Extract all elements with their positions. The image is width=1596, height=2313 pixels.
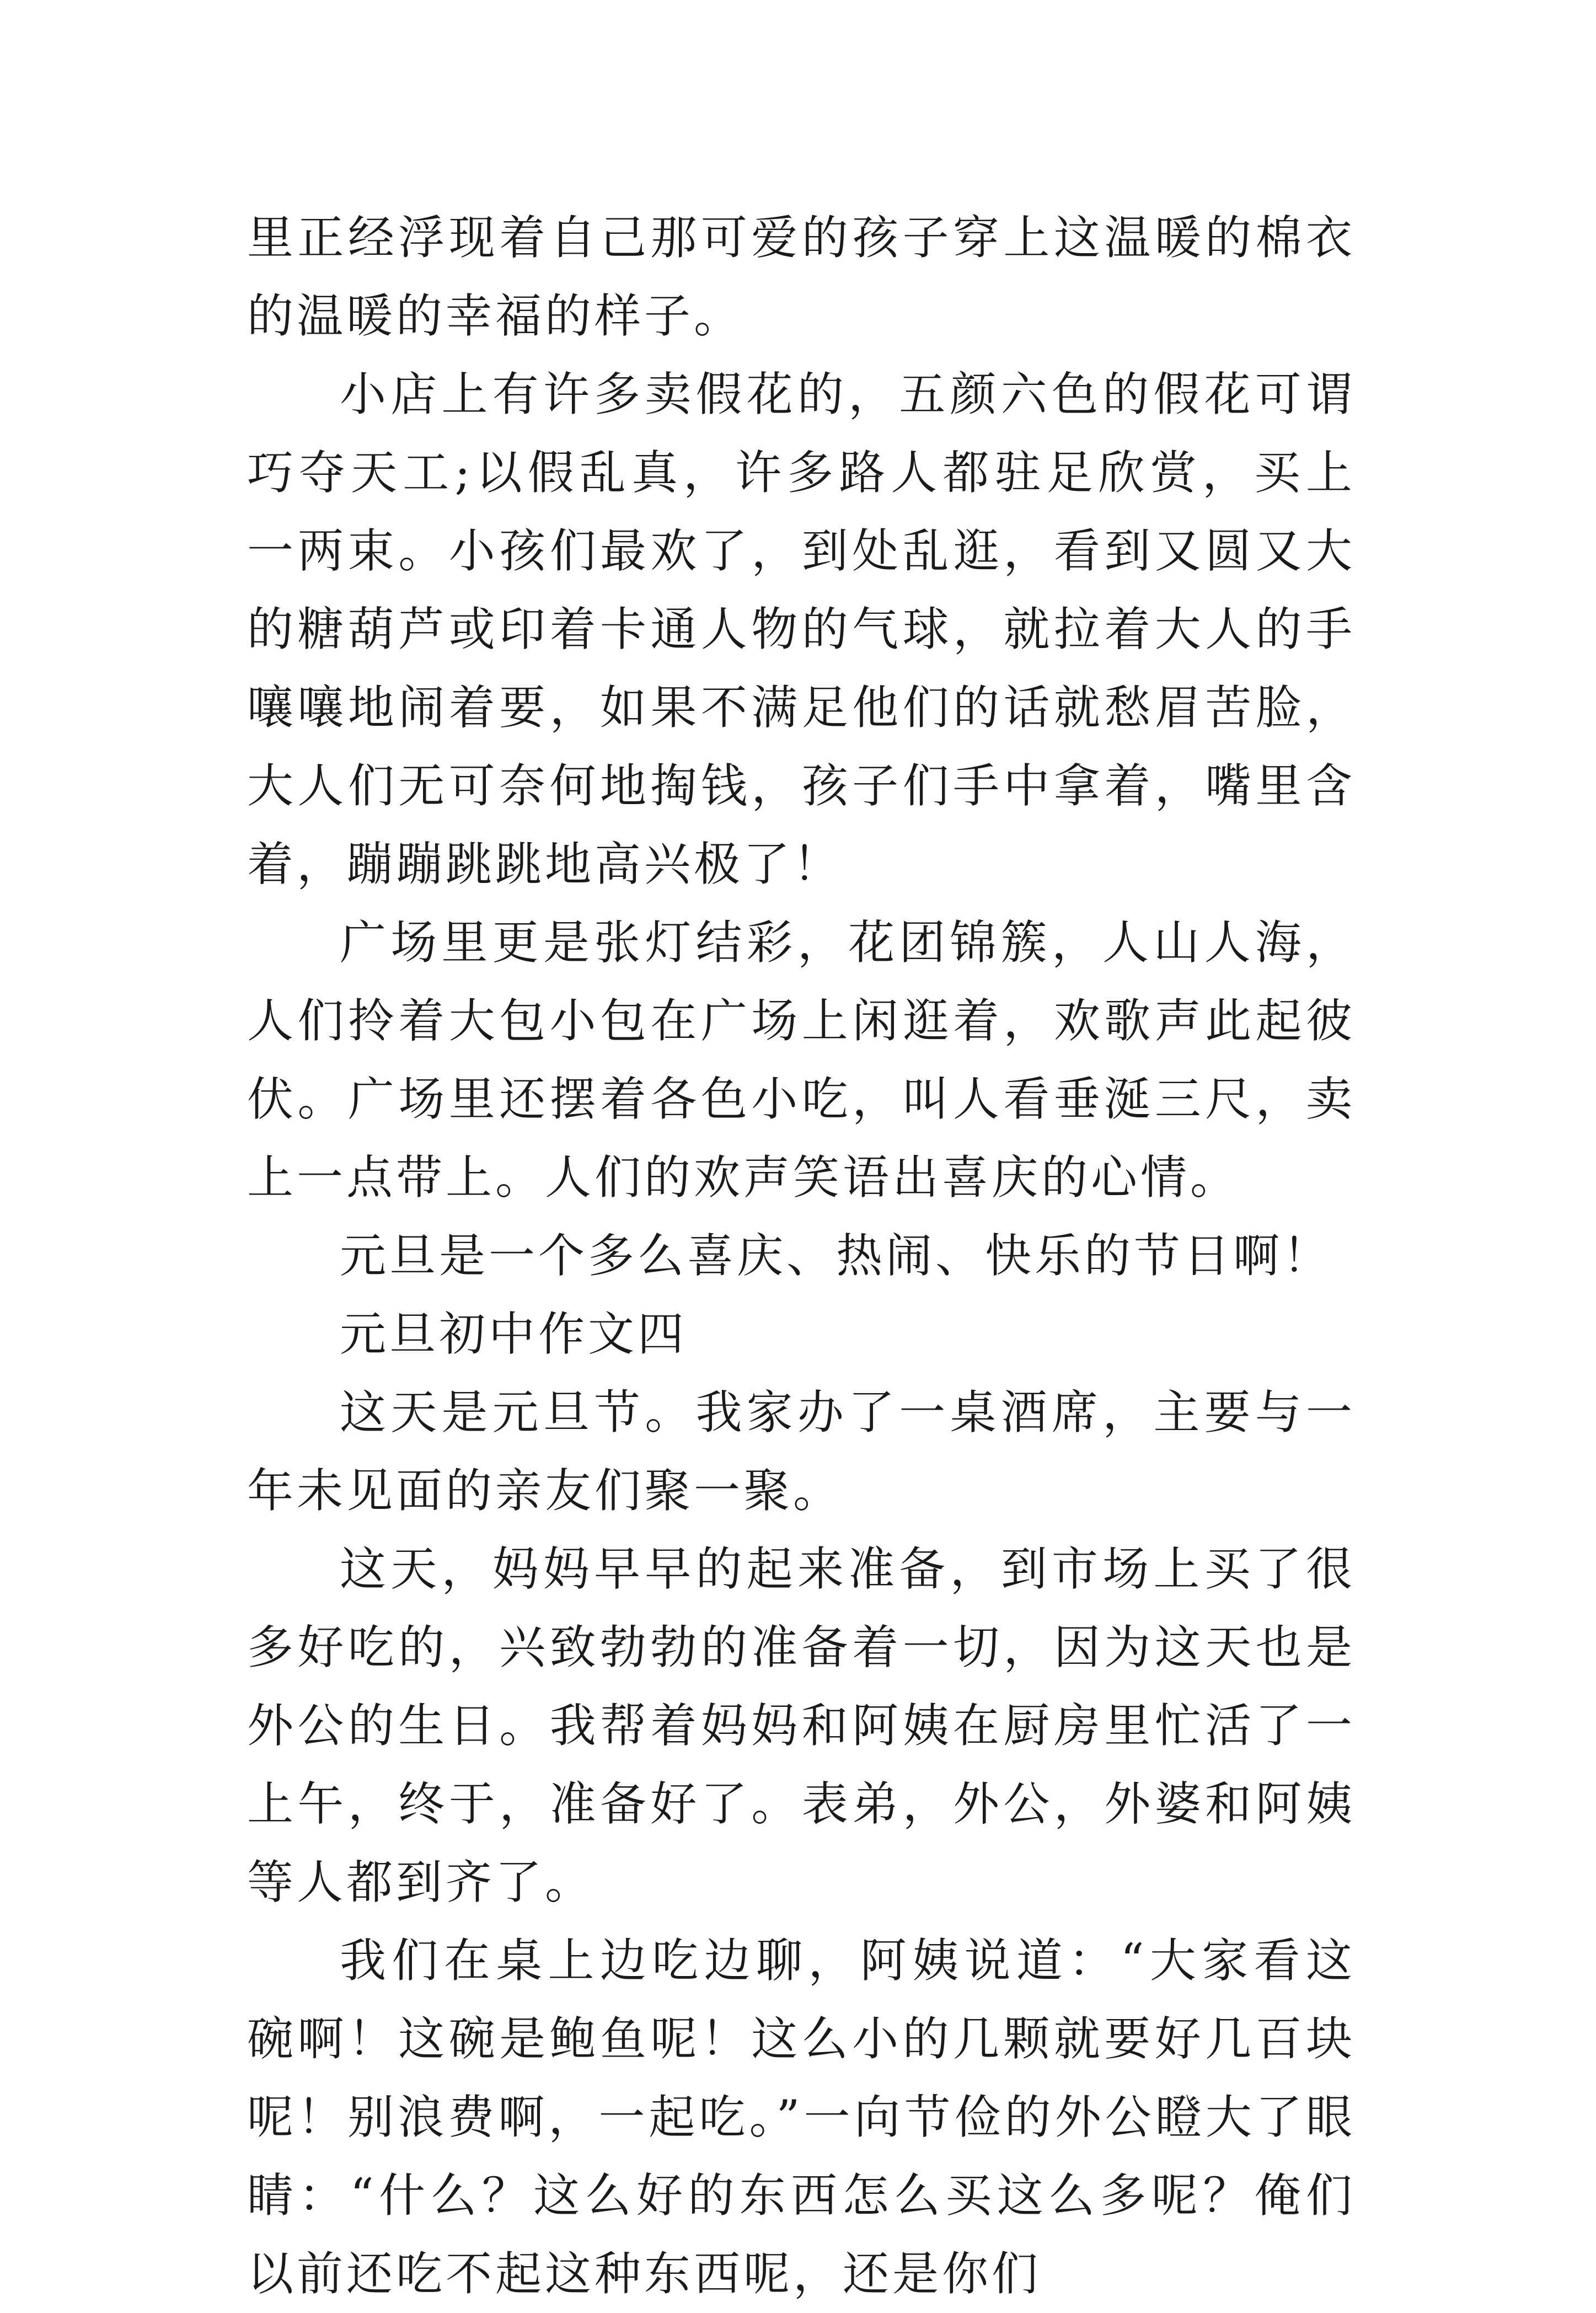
paragraph: 小店上有许多卖假花的，五颜六色的假花可谓巧夺天工;以假乱真，许多路人都驻足欣赏，买上一两束。小孩们最欢了，到处乱逛，看到又圆又大的糖葫芦或印着卡通人物的气球，就拉着大人的手嚷嚷地闹着要，如果不满足他们的话就愁眉苦脸，大人们无可奈何地掏钱，孩子们手中拿着，嘴里含着，蹦蹦跳跳地高兴极了！ [247,367,1356,891]
paragraph: 元旦是一个多么喜庆、热闹、快乐的节日啊！ [340,1229,1333,1283]
document-body [247,199,1356,2313]
section-heading: 元旦初中作文四 [340,1307,688,1361]
paragraph: 里正经浮现着自己那可爱的孩子穿上这温暖的棉衣的温暖的幸福的样子。 [247,211,1356,343]
paragraph: 我们在桌上边吃边聊，阿姨说道：“大家看这碗啊！这碗是鲍鱼呢！这么小的几颗就要好几百块呢！别浪费啊，一起吃。”一向节俭的外公瞪大了眼睛：“什么？这么好的东西怎么买这么多呢？俺们以前还吃不起这种东西呢，还是你们 [247,1934,1356,2301]
paragraph: 这天是元旦节。我家办了一桌酒席，主要与一年未见面的亲友们聚一聚。 [247,1385,1356,1518]
paragraph: 广场里更是张灯结彩，花团锦簇，人山人海，人们拎着大包小包在广场上闲逛着，欢歌声此起彼伏。广场里还摆着各色小吃，叫人看垂涎三尺，卖上一点带上。人们的欢声笑语出喜庆的心情。 [247,915,1356,1204]
paragraph: 这天，妈妈早早的起来准备，到市场上买了很多好吃的，兴致勃勃的准备着一切，因为这天也是外公的生日。我帮着妈妈和阿姨在厨房里忙活了一上午，终于，准备好了。表弟，外公，外婆和阿姨等人都到齐了。 [247,1542,1356,1909]
